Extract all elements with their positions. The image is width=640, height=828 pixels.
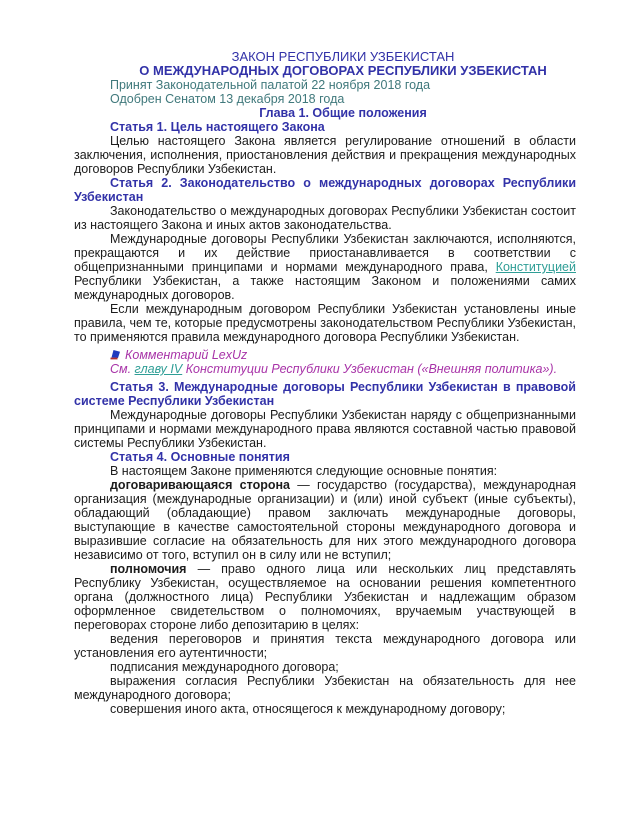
doc-title-line1: ЗАКОН РЕСПУБЛИКИ УЗБЕКИСТАН <box>231 49 455 64</box>
article-1-heading: Статья 1. Цель настоящего Закона <box>110 120 325 134</box>
term-powers-label: полномочия <box>110 562 187 576</box>
article-2-paragraph-2-text-after: Республики Узбекистан, а также настоящим Законом и положениями самих международных договоров. <box>74 274 576 302</box>
purpose-item-2: подписания международного договора; <box>110 660 339 674</box>
adopted-line: Принят Законодательной палатой 22 ноября 2018 года <box>110 78 431 92</box>
purpose-item-3: выражения согласия Республики Узбекистан на обязательность для нее международного договора; <box>74 674 576 702</box>
lexuz-see-line <box>74 362 576 376</box>
purpose-item-4: совершения иного акта, относящегося к международному договору; <box>110 702 506 716</box>
article-1-paragraph: Целью настоящего Закона является регулирование отношений в области заключения, исполнения, приостановления действия и прекращения международных договоров Республики Узбекистан. <box>74 134 576 176</box>
doc-title-line2: О МЕЖДУНАРОДНЫХ ДОГОВОРАХ РЕСПУБЛИКИ УЗБЕКИСТАН <box>139 63 547 78</box>
article-2-paragraph-1: Законодательство о международных договорах Республики Узбекистан состоит из настоящего Закона и иных актов законодательства. <box>74 204 576 232</box>
term-contracting-party <box>74 478 576 562</box>
term-powers <box>74 562 576 632</box>
term-contracting-party-label: договаривающаяся сторона <box>110 478 290 492</box>
article-2-paragraph-3: Если международным договором Республики Узбекистан установлены иные правила, чем те, которые предусмотрены законодательством Республики Узбекистан, то применяются правила международного договора Республики Узбекистан. <box>74 302 576 344</box>
article-3-paragraph: Международные договоры Республики Узбекистан наряду с общепризнанными принципами и нормами международного права являются составной частью правовой системы Республики Узбекистан. <box>74 408 576 450</box>
chapter-1-heading: Глава 1. Общие положения <box>259 106 427 120</box>
article-4-intro: В настоящем Законе применяются следующие основные понятия: <box>110 464 498 478</box>
article-2-heading: Статья 2. Законодательство о международных договорах Республики Узбекистан <box>74 176 576 204</box>
constitution-link[interactable]: Конституцией <box>495 260 576 274</box>
article-3-heading: Статья 3. Международные договоры Республики Узбекистан в правовой системе Республики Узбекистан <box>74 380 576 408</box>
approved-line: Одобрен Сенатом 13 декабря 2018 года <box>110 92 345 106</box>
lexuz-see-text-before: См. <box>110 362 135 376</box>
purpose-item-1: ведения переговоров и принятия текста международного договора или установления его аутентичности; <box>74 632 576 660</box>
lexuz-comment-block <box>74 348 576 376</box>
article-4-heading: Статья 4. Основные понятия <box>110 450 290 464</box>
article-2-paragraph-2-text-before: Международные договоры Республики Узбекистан заключаются, исполняются, прекращаются и их действие приостанавливается в соответствии с общепризнанными принципами и нормами международного права, <box>74 232 576 274</box>
law-document <box>74 50 576 716</box>
chapter-iv-link[interactable]: главу IV <box>134 362 183 376</box>
lexuz-comment-line <box>74 348 576 362</box>
term-powers-definition: — право одного лица или нескольких лиц представлять Республику Узбекистан, осуществляемое на основании решения компетентного органа (должностного лица) Республики Узбекистан и надлежащим образом оформленное свидетельством о полномочиях, вручаемым участвующей в переговорах стороне либо депозитарию в целях: <box>74 562 576 632</box>
article-2-paragraph-2 <box>74 232 576 302</box>
lexuz-comment-icon <box>110 349 121 360</box>
lexuz-see-text-after: Конституции Республики Узбекистан («Внешняя политика»). <box>182 362 558 376</box>
term-contracting-party-definition: — государство (государства), международная организация (международные организации) и (или) иной субъект (иные субъекты), обладающий (обладающие) правом заключать международные договоры, выступающие в качестве самостоятельной стороны международного договора и выразившие согласие на обязательность для них этого международного договора независимо от того, вступил он в силу или не вступил; <box>74 478 577 562</box>
lexuz-comment-label: Комментарий LexUz <box>125 348 248 362</box>
